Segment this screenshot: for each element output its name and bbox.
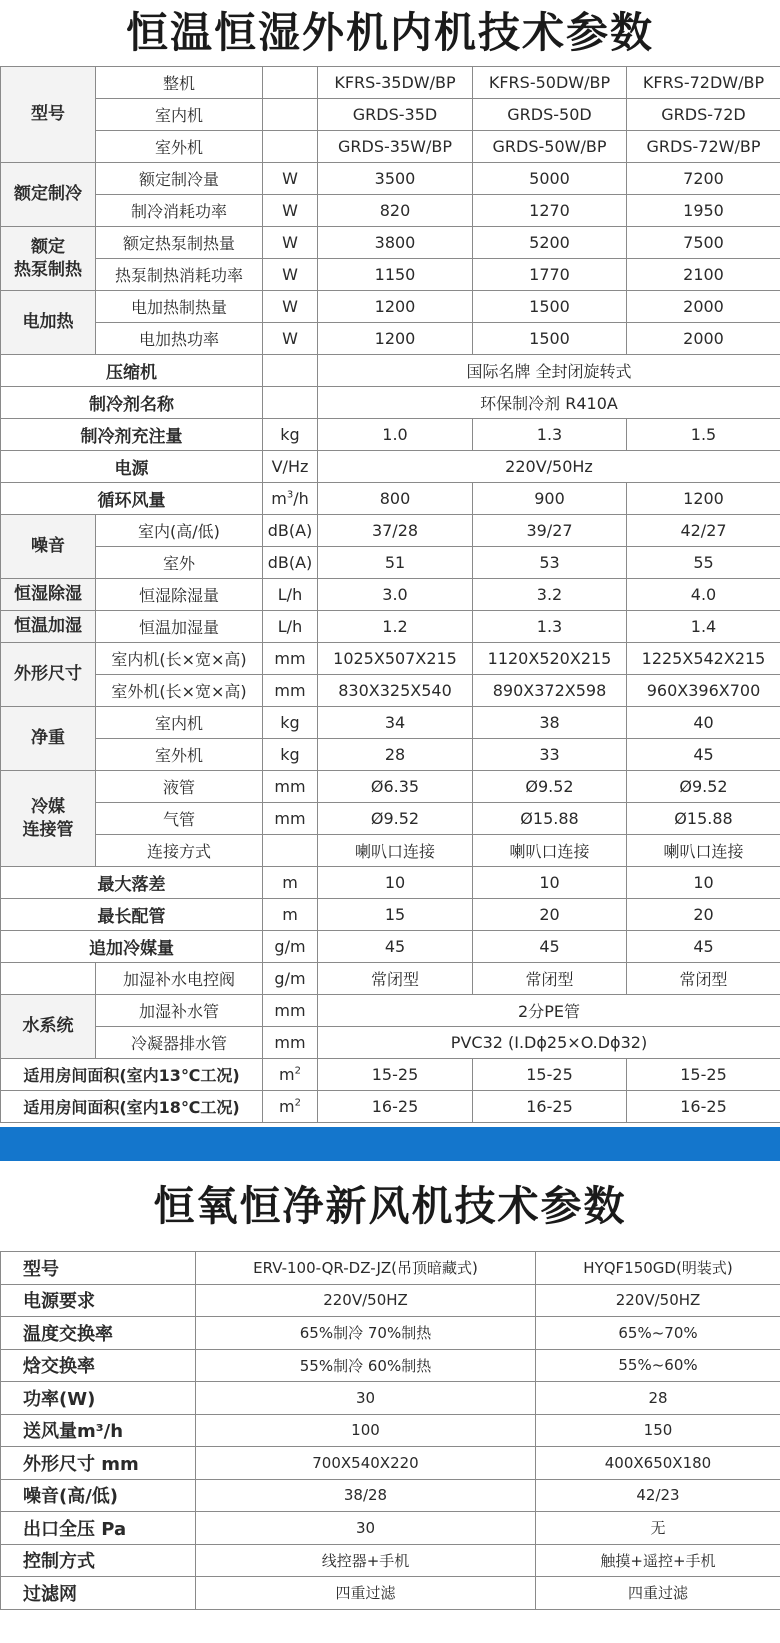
row-label: 电加热功率 — [96, 323, 263, 355]
row-label: 额定热泵制热量 — [96, 227, 263, 259]
table-row — [1, 1577, 780, 1610]
row-label: 恒温加湿量 — [96, 611, 263, 643]
table-row — [1, 1059, 780, 1091]
value-cell: 45 — [318, 931, 473, 963]
row-label: 加湿补水电控阀 — [96, 963, 263, 995]
row-label: 控制方式 — [1, 1544, 196, 1577]
unit-cell: m — [263, 899, 318, 931]
group-label: 恒温加湿 — [1, 611, 96, 643]
value-cell: GRDS-35W/BP — [318, 131, 473, 163]
unit-cell: kg — [263, 707, 318, 739]
value-cell: GRDS-50D — [473, 99, 627, 131]
table-row — [1, 1512, 780, 1545]
value-cell: 55%~60% — [536, 1349, 780, 1382]
table-row — [1, 1544, 780, 1577]
row-label: 电加热制热量 — [96, 291, 263, 323]
value-cell: 1.5 — [627, 419, 780, 451]
row-label: 加湿补水管 — [96, 995, 263, 1027]
table-row — [1, 131, 780, 163]
value-cell: 线控器+手机 — [196, 1544, 536, 1577]
value-cell: 15-25 — [627, 1059, 780, 1091]
value-cell: 2100 — [627, 259, 780, 291]
unit-cell: dB(A) — [263, 547, 318, 579]
group-label — [1, 227, 96, 291]
value-cell: 4.0 — [627, 579, 780, 611]
value-cell: 1.3 — [473, 611, 627, 643]
row-label: 室内机(长×宽×高) — [96, 643, 263, 675]
value-cell: 42/23 — [536, 1479, 780, 1512]
value-cell: 42/27 — [627, 515, 780, 547]
value-cell: GRDS-35D — [318, 99, 473, 131]
value-cell: 150 — [536, 1414, 780, 1447]
unit-cell — [263, 835, 318, 867]
row-label: 冷凝器排水管 — [96, 1027, 263, 1059]
value-cell: 220V/50HZ — [196, 1284, 536, 1317]
row-label: 最长配管 — [1, 899, 263, 931]
value-cell: Ø15.88 — [627, 803, 780, 835]
group-label: 电加热 — [1, 291, 96, 355]
value-cell: 45 — [473, 931, 627, 963]
value-cell: ERV-100-QR-DZ-JZ(吊顶暗藏式) — [196, 1252, 536, 1285]
unit-cell: W — [263, 195, 318, 227]
row-label: 压缩机 — [1, 355, 263, 387]
value-cell: 28 — [318, 739, 473, 771]
value-cell: 1770 — [473, 259, 627, 291]
blue-divider-band — [0, 1127, 780, 1161]
table-row — [1, 1479, 780, 1512]
value-cell: 3500 — [318, 163, 473, 195]
value-cell: 无 — [536, 1512, 780, 1545]
row-label: 整机 — [96, 67, 263, 99]
value-cell: 1120X520X215 — [473, 643, 627, 675]
row-label: 焓交换率 — [1, 1349, 196, 1382]
value-cell: 33 — [473, 739, 627, 771]
value-cell: KFRS-35DW/BP — [318, 67, 473, 99]
value-cell: Ø9.52 — [473, 771, 627, 803]
group-label: 净重 — [1, 707, 96, 771]
group-label: 额定制冷 — [1, 163, 96, 227]
value-cell: GRDS-50W/BP — [473, 131, 627, 163]
value-cell: 触摸+遥控+手机 — [536, 1544, 780, 1577]
value-cell: 900 — [473, 483, 627, 515]
table-row — [1, 963, 780, 995]
unit-cell: L/h — [263, 611, 318, 643]
table-row — [1, 547, 780, 579]
unit-base: m — [271, 489, 287, 508]
unit-cell: W — [263, 227, 318, 259]
row-label: 电源 — [1, 451, 263, 483]
row-label: 室外机 — [96, 739, 263, 771]
row-label: 功率(W) — [1, 1382, 196, 1415]
value-cell: 28 — [536, 1382, 780, 1415]
row-label: 制冷剂充注量 — [1, 419, 263, 451]
table-row — [1, 1447, 780, 1480]
group-label: 水系统 — [1, 995, 96, 1059]
unit-cell: dB(A) — [263, 515, 318, 547]
value-cell: 1200 — [627, 483, 780, 515]
value-cell: 45 — [627, 931, 780, 963]
unit-cell: kg — [263, 419, 318, 451]
row-label: 电源要求 — [1, 1284, 196, 1317]
value-cell: 700X540X220 — [196, 1447, 536, 1480]
row-label: 室外机(长×宽×高) — [96, 675, 263, 707]
table-row — [1, 739, 780, 771]
group-label: 型号 — [1, 67, 96, 163]
value-cell: 5200 — [473, 227, 627, 259]
table-row — [1, 1252, 780, 1285]
fresh-air-spec-table — [0, 1251, 780, 1610]
table-row — [1, 579, 780, 611]
value-cell: 常闭型 — [627, 963, 780, 995]
value-cell: 15-25 — [473, 1059, 627, 1091]
value-cell: 2分PE管 — [318, 995, 780, 1027]
row-label: 过滤网 — [1, 1577, 196, 1610]
table-row — [1, 643, 780, 675]
value-cell: 3800 — [318, 227, 473, 259]
value-cell: 37/28 — [318, 515, 473, 547]
value-cell: 65%制冷 70%制热 — [196, 1317, 536, 1350]
table-row — [1, 99, 780, 131]
value-cell: 20 — [473, 899, 627, 931]
table-row — [1, 1027, 780, 1059]
row-label: 外形尺寸 mm — [1, 1447, 196, 1480]
value-cell: 10 — [318, 867, 473, 899]
row-label: 制冷消耗功率 — [96, 195, 263, 227]
table-row — [1, 803, 780, 835]
unit-cell: mm — [263, 643, 318, 675]
value-cell: 1.2 — [318, 611, 473, 643]
value-cell: 四重过滤 — [196, 1577, 536, 1610]
table-row — [1, 195, 780, 227]
value-cell: 30 — [196, 1512, 536, 1545]
value-cell: 15-25 — [318, 1059, 473, 1091]
unit-sup: 2 — [294, 1097, 301, 1109]
value-cell: 30 — [196, 1382, 536, 1415]
unit-base: m — [279, 1097, 295, 1116]
table-row — [1, 1284, 780, 1317]
value-cell: Ø6.35 — [318, 771, 473, 803]
unit-cell: W — [263, 291, 318, 323]
table-row — [1, 323, 780, 355]
group-label-line: 热泵制热 — [14, 259, 82, 280]
table-row — [1, 291, 780, 323]
value-cell: 喇叭口连接 — [318, 835, 473, 867]
table-row — [1, 67, 780, 99]
row-label: 液管 — [96, 771, 263, 803]
value-cell: 38 — [473, 707, 627, 739]
unit-cell — [263, 131, 318, 163]
value-cell: 1225X542X215 — [627, 643, 780, 675]
table-row — [1, 483, 780, 515]
value-cell: 55%制冷 60%制热 — [196, 1349, 536, 1382]
value-cell: 1270 — [473, 195, 627, 227]
value-cell: 常闭型 — [473, 963, 627, 995]
value-cell: 100 — [196, 1414, 536, 1447]
value-cell: 1500 — [473, 291, 627, 323]
value-cell: 7200 — [627, 163, 780, 195]
value-cell: 国际名牌 全封闭旋转式 — [318, 355, 780, 387]
value-cell: 38/28 — [196, 1479, 536, 1512]
group-label-line: 冷媒 — [31, 796, 65, 817]
value-cell: 55 — [627, 547, 780, 579]
table-row — [1, 835, 780, 867]
row-label: 气管 — [96, 803, 263, 835]
value-cell: 51 — [318, 547, 473, 579]
value-cell: GRDS-72D — [627, 99, 780, 131]
value-cell: 1025X507X215 — [318, 643, 473, 675]
value-cell: KFRS-50DW/BP — [473, 67, 627, 99]
value-cell: 1.3 — [473, 419, 627, 451]
value-cell: 820 — [318, 195, 473, 227]
value-cell: 16-25 — [473, 1091, 627, 1123]
table-row — [1, 771, 780, 803]
value-cell: 四重过滤 — [536, 1577, 780, 1610]
value-cell: Ø9.52 — [627, 771, 780, 803]
value-cell: 220V/50HZ — [536, 1284, 780, 1317]
table-row — [1, 867, 780, 899]
value-cell: 2000 — [627, 291, 780, 323]
table-row — [1, 1414, 780, 1447]
unit-cell — [263, 355, 318, 387]
value-cell: 34 — [318, 707, 473, 739]
table-row — [1, 611, 780, 643]
group-label — [1, 771, 96, 867]
value-cell: 960X396X700 — [627, 675, 780, 707]
value-cell: 16-25 — [318, 1091, 473, 1123]
group-label-line: 连接管 — [22, 819, 74, 840]
value-cell: 10 — [473, 867, 627, 899]
table-row — [1, 419, 780, 451]
unit-cell — [263, 1059, 318, 1091]
value-cell: 800 — [318, 483, 473, 515]
value-cell: PVC32 (I.Dϕ25×O.Dϕ32) — [318, 1027, 780, 1059]
value-cell: 65%~70% — [536, 1317, 780, 1350]
table-row — [1, 451, 780, 483]
unit-cell: kg — [263, 739, 318, 771]
row-label: 连接方式 — [96, 835, 263, 867]
value-cell: 1500 — [473, 323, 627, 355]
row-label: 室外机 — [96, 131, 263, 163]
value-cell: 53 — [473, 547, 627, 579]
table-row — [1, 995, 780, 1027]
value-cell: 830X325X540 — [318, 675, 473, 707]
table-row — [1, 707, 780, 739]
value-cell: 常闭型 — [318, 963, 473, 995]
unit-cell: W — [263, 323, 318, 355]
unit-cell: mm — [263, 675, 318, 707]
unit-cell: m — [263, 867, 318, 899]
unit-sup: 2 — [294, 1065, 301, 1077]
table-row — [1, 355, 780, 387]
row-label: 循环风量 — [1, 483, 263, 515]
table-row — [1, 1349, 780, 1382]
row-label: 额定制冷量 — [96, 163, 263, 195]
value-cell: 1200 — [318, 291, 473, 323]
unit-tail: /h — [293, 489, 309, 508]
value-cell: 喇叭口连接 — [627, 835, 780, 867]
table-row — [1, 515, 780, 547]
unit-cell: mm — [263, 803, 318, 835]
row-label: 热泵制热消耗功率 — [96, 259, 263, 291]
unit-cell — [263, 1091, 318, 1123]
unit-cell — [263, 387, 318, 419]
group-label: 恒湿除湿 — [1, 579, 96, 611]
table-row — [1, 1317, 780, 1350]
group-label-line: 额定 — [31, 236, 65, 257]
value-cell: 45 — [627, 739, 780, 771]
row-label: 追加冷媒量 — [1, 931, 263, 963]
row-label: 室内(高/低) — [96, 515, 263, 547]
table-row — [1, 1382, 780, 1415]
unit-cell: g/m — [263, 931, 318, 963]
unit-cell — [263, 99, 318, 131]
table-row — [1, 227, 780, 259]
unit-cell: L/h — [263, 579, 318, 611]
unit-sup: 3 — [286, 489, 294, 501]
row-label: 适用房间面积(室内13℃工况) — [1, 1059, 263, 1091]
table-row — [1, 675, 780, 707]
value-cell: Ø9.52 — [318, 803, 473, 835]
value-cell: 40 — [627, 707, 780, 739]
group-label: 外形尺寸 — [1, 643, 96, 707]
value-cell: KFRS-72DW/BP — [627, 67, 780, 99]
row-label: 恒湿除湿量 — [96, 579, 263, 611]
value-cell: 1.4 — [627, 611, 780, 643]
unit-cell: W — [263, 259, 318, 291]
value-cell: 2000 — [627, 323, 780, 355]
row-label: 适用房间面积(室内18℃工况) — [1, 1091, 263, 1123]
value-cell: 16-25 — [627, 1091, 780, 1123]
value-cell: 15 — [318, 899, 473, 931]
table-row — [1, 899, 780, 931]
row-label: 室内机 — [96, 707, 263, 739]
value-cell: 20 — [627, 899, 780, 931]
value-cell: 5000 — [473, 163, 627, 195]
value-cell: 1950 — [627, 195, 780, 227]
value-cell: 7500 — [627, 227, 780, 259]
unit-cell — [263, 67, 318, 99]
value-cell: 3.2 — [473, 579, 627, 611]
unit-cell: mm — [263, 771, 318, 803]
unit-base: m — [279, 1065, 295, 1084]
row-label: 型号 — [1, 1252, 196, 1285]
row-label: 最大落差 — [1, 867, 263, 899]
value-cell: 10 — [627, 867, 780, 899]
value-cell: 1.0 — [318, 419, 473, 451]
page-title: 恒温恒湿外机内机技术参数 — [125, 8, 654, 57]
ac-spec-table — [0, 66, 780, 1123]
table-row — [1, 1091, 780, 1123]
row-label: 室内机 — [96, 99, 263, 131]
unit-cell: mm — [263, 995, 318, 1027]
value-cell: HYQF150GD(明装式) — [536, 1252, 780, 1285]
value-cell: 喇叭口连接 — [473, 835, 627, 867]
unit-cell: V/Hz — [263, 451, 318, 483]
value-cell: 400X650X180 — [536, 1447, 780, 1480]
blank-cell — [1, 963, 96, 995]
table-row — [1, 387, 780, 419]
value-cell: 环保制冷剂 R410A — [318, 387, 780, 419]
table-row — [1, 259, 780, 291]
value-cell: 890X372X598 — [473, 675, 627, 707]
value-cell: 220V/50Hz — [318, 451, 780, 483]
section-title: 恒氧恒净新风机技术参数 — [153, 1182, 627, 1230]
group-label: 噪音 — [1, 515, 96, 579]
unit-cell: W — [263, 163, 318, 195]
row-label: 噪音(高/低) — [1, 1479, 196, 1512]
table-row — [1, 931, 780, 963]
unit-cell — [263, 483, 318, 515]
value-cell: 39/27 — [473, 515, 627, 547]
value-cell: Ø15.88 — [473, 803, 627, 835]
value-cell: 3.0 — [318, 579, 473, 611]
unit-cell: g/m — [263, 963, 318, 995]
row-label: 出口全压 Pa — [1, 1512, 196, 1545]
value-cell: GRDS-72W/BP — [627, 131, 780, 163]
row-label: 制冷剂名称 — [1, 387, 263, 419]
value-cell: 1200 — [318, 323, 473, 355]
value-cell: 1150 — [318, 259, 473, 291]
table-row — [1, 163, 780, 195]
unit-cell: mm — [263, 1027, 318, 1059]
row-label: 室外 — [96, 547, 263, 579]
row-label: 送风量m³/h — [1, 1414, 196, 1447]
row-label: 温度交换率 — [1, 1317, 196, 1350]
